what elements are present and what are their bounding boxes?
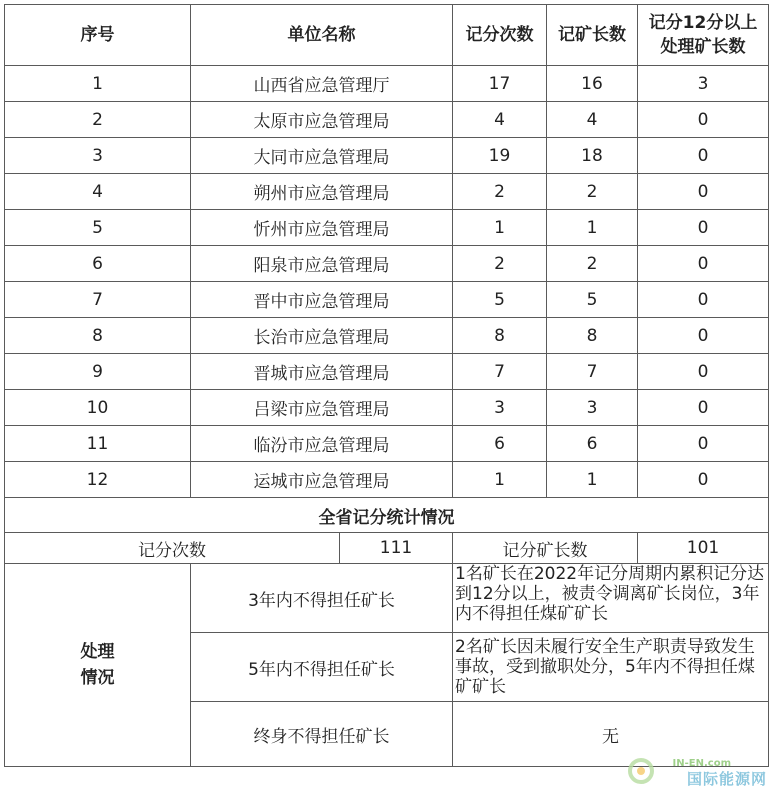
summary-row (5, 533, 769, 564)
cell-unit: 吕梁市应急管理局 (191, 390, 453, 426)
cell-no: 1 (5, 66, 191, 102)
summary-miners-label: 记分矿长数 (453, 533, 638, 564)
cell-miners: 2 (547, 246, 638, 282)
header-over12 (638, 5, 769, 66)
cell-count: 1 (453, 210, 547, 246)
cell-no: 11 (5, 426, 191, 462)
cell-over12: 0 (638, 138, 769, 174)
watermark-cn: 国际能源网 (686, 770, 767, 788)
table-row (5, 102, 769, 138)
cell-over12: 0 (638, 390, 769, 426)
cell-no: 3 (5, 138, 191, 174)
table-row (5, 318, 769, 354)
cell-no: 12 (5, 462, 191, 498)
cell-over12: 0 (638, 210, 769, 246)
cell-miners: 1 (547, 210, 638, 246)
cell-miners: 3 (547, 390, 638, 426)
header-count: 记分次数 (453, 5, 547, 66)
cell-no: 4 (5, 174, 191, 210)
summary-miners-value: 101 (638, 533, 769, 564)
cell-unit: 阳泉市应急管理局 (191, 246, 453, 282)
handling-title: 终身不得担任矿长 (191, 702, 453, 767)
cell-over12: 0 (638, 246, 769, 282)
cell-miners: 2 (547, 174, 638, 210)
cell-unit: 长治市应急管理局 (191, 318, 453, 354)
cell-miners: 18 (547, 138, 638, 174)
cell-count: 4 (453, 102, 547, 138)
cell-unit: 山西省应急管理厅 (191, 66, 453, 102)
summary-count-value: 111 (340, 533, 453, 564)
handling-row (5, 564, 769, 633)
cell-miners: 8 (547, 318, 638, 354)
cell-no: 10 (5, 390, 191, 426)
cell-miners: 7 (547, 354, 638, 390)
cell-over12: 0 (638, 354, 769, 390)
handling-note: 无 (453, 702, 769, 767)
cell-unit: 晋中市应急管理局 (191, 282, 453, 318)
cell-count: 1 (453, 462, 547, 498)
cell-no: 6 (5, 246, 191, 282)
cell-no: 8 (5, 318, 191, 354)
handling-label (5, 564, 191, 767)
cell-over12: 0 (638, 282, 769, 318)
cell-unit: 晋城市应急管理局 (191, 354, 453, 390)
cell-count: 17 (453, 66, 547, 102)
cell-no: 9 (5, 354, 191, 390)
cell-over12: 0 (638, 426, 769, 462)
cell-miners: 5 (547, 282, 638, 318)
handling-label-line1: 处理 (80, 642, 115, 662)
cell-over12: 0 (638, 102, 769, 138)
cell-unit: 忻州市应急管理局 (191, 210, 453, 246)
header-over12-line1: 记分12分以上 (648, 13, 758, 33)
cell-count: 19 (453, 138, 547, 174)
cell-over12: 0 (638, 462, 769, 498)
header-no: 序号 (5, 5, 191, 66)
table-row (5, 246, 769, 282)
table-row (5, 138, 769, 174)
table-row (5, 282, 769, 318)
watermark-en: IN-EN.com (672, 758, 731, 769)
handling-title: 5年内不得担任矿长 (191, 633, 453, 702)
header-unit: 单位名称 (191, 5, 453, 66)
table-row (5, 354, 769, 390)
table-row (5, 210, 769, 246)
summary-count-label: 记分次数 (5, 533, 340, 564)
cell-count: 5 (453, 282, 547, 318)
coal-mine-scoring-table (4, 4, 769, 767)
cell-count: 2 (453, 246, 547, 282)
handling-note: 1名矿长在2022年记分周期内累积记分达到12分以上，被责令调离矿长岗位，3年内不得担任煤矿矿长 (453, 564, 769, 633)
cell-count: 8 (453, 318, 547, 354)
table-row (5, 462, 769, 498)
handling-note: 2名矿长因未履行安全生产职责导致发生事故，受到撤职处分，5年内不得担任煤矿矿长 (453, 633, 769, 702)
summary-title-row (5, 498, 769, 533)
handling-label-line2: 情况 (80, 668, 115, 688)
cell-count: 7 (453, 354, 547, 390)
cell-unit: 大同市应急管理局 (191, 138, 453, 174)
header-row (5, 5, 769, 66)
cell-no: 7 (5, 282, 191, 318)
summary-title: 全省记分统计情况 (5, 498, 769, 533)
cell-over12: 3 (638, 66, 769, 102)
cell-count: 3 (453, 390, 547, 426)
table-row (5, 66, 769, 102)
cell-no: 5 (5, 210, 191, 246)
cell-unit: 临汾市应急管理局 (191, 426, 453, 462)
cell-unit: 太原市应急管理局 (191, 102, 453, 138)
cell-unit: 朔州市应急管理局 (191, 174, 453, 210)
cell-count: 2 (453, 174, 547, 210)
cell-miners: 4 (547, 102, 638, 138)
handling-title: 3年内不得担任矿长 (191, 564, 453, 633)
cell-over12: 0 (638, 318, 769, 354)
table-row (5, 174, 769, 210)
cell-unit: 运城市应急管理局 (191, 462, 453, 498)
table-row (5, 426, 769, 462)
table-row (5, 390, 769, 426)
cell-over12: 0 (638, 174, 769, 210)
cell-miners: 6 (547, 426, 638, 462)
cell-no: 2 (5, 102, 191, 138)
header-miners: 记矿长数 (547, 5, 638, 66)
cell-miners: 16 (547, 66, 638, 102)
cell-count: 6 (453, 426, 547, 462)
header-over12-line2: 处理矿长数 (660, 37, 746, 57)
cell-miners: 1 (547, 462, 638, 498)
